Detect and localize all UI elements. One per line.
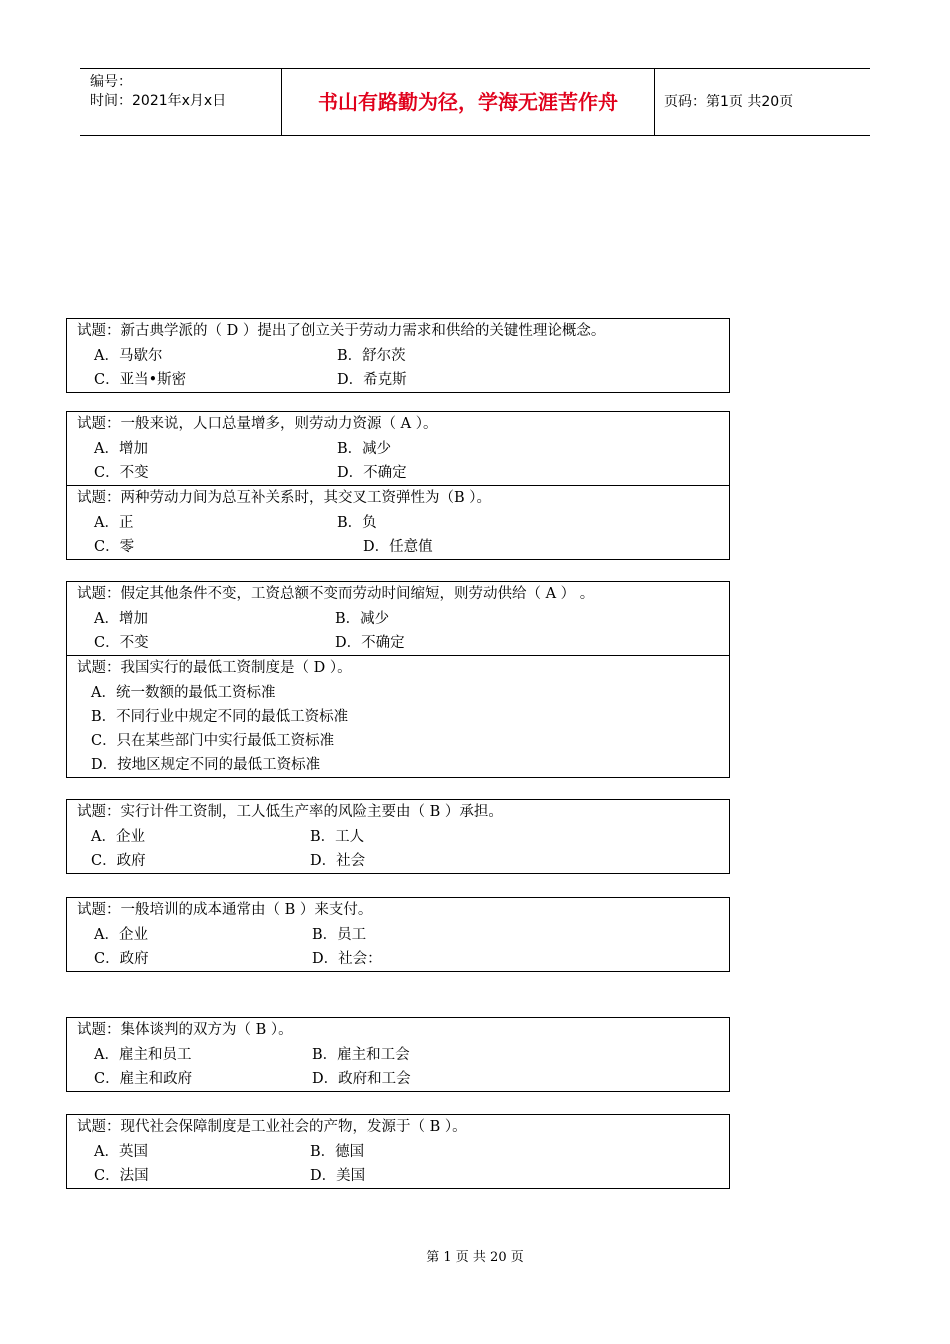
header-meta-cell: [80, 69, 282, 135]
question-stem: 试题：实行计件工资制，工人低生产率的风险主要由（ B ）承担。: [77, 804, 503, 820]
question-stem: 试题：两种劳动力间为总互补关系时，其交叉工资弹性为（B ）。: [77, 490, 492, 506]
question-block: [66, 411, 730, 560]
question-block: [66, 1017, 730, 1092]
option: A．企业: [94, 927, 148, 943]
question-block: [66, 318, 730, 393]
question-stem: 试题：新古典学派的（ D ）提出了创立关于劳动力需求和供给的关键性理论概念。: [77, 323, 606, 339]
question-block: [66, 581, 730, 778]
option: C．政府: [94, 951, 149, 967]
question: [67, 485, 729, 559]
question: [67, 582, 729, 655]
option-row: [77, 631, 723, 655]
option: A．统一数额的最低工资标准: [91, 685, 276, 701]
question: [67, 1115, 729, 1188]
option: A．增加: [94, 611, 148, 627]
option: B．不同行业中规定不同的最低工资标准: [91, 709, 349, 725]
question-stem: 试题：一般来说，人口总量增多，则劳动力资源（ A ）。: [77, 416, 438, 432]
question: [67, 1018, 729, 1091]
question: [67, 412, 729, 485]
option: B．工人: [310, 829, 365, 845]
header-number-label: 编号：: [90, 74, 132, 90]
question-block: [66, 897, 730, 972]
option: B．员工: [312, 927, 367, 943]
option: A．增加: [94, 441, 148, 457]
option: C．零: [94, 539, 135, 555]
question-block: [66, 1114, 730, 1189]
option: C．不变: [94, 465, 149, 481]
option-row: [77, 923, 723, 947]
question: [67, 898, 729, 971]
option: B．舒尔茨: [337, 348, 406, 364]
option: C．政府: [91, 853, 146, 869]
option: D．任意值: [363, 539, 433, 555]
question: [67, 800, 729, 873]
option-row: [77, 947, 723, 971]
option-row: [77, 511, 723, 535]
option: D．美国: [310, 1168, 366, 1184]
option: B．减少: [337, 441, 392, 457]
option: C．雇主和政府: [94, 1071, 193, 1087]
option: C．只在某些部门中实行最低工资标准: [91, 733, 335, 749]
option-row: [77, 344, 723, 368]
option: D．政府和工会: [312, 1071, 411, 1087]
option: B．减少: [335, 611, 390, 627]
option: C．不变: [94, 635, 149, 651]
option: D．不确定: [335, 635, 405, 651]
question: [67, 655, 729, 777]
option-row: [77, 535, 723, 559]
option: C．亚当•斯密: [94, 372, 187, 388]
option: A．雇主和员工: [94, 1047, 192, 1063]
option-row: [77, 705, 723, 729]
header-time-label: 时间：2021年x月x日: [90, 93, 227, 109]
option-row: [77, 681, 723, 705]
option: B．雇主和工会: [312, 1047, 410, 1063]
option-row: [77, 461, 723, 485]
option: A．正: [94, 515, 134, 531]
page-footer: 第 1 页 共 20 页: [426, 1250, 524, 1265]
option: A．企业: [91, 829, 145, 845]
option-row: [77, 1067, 723, 1091]
option: A．英国: [94, 1144, 148, 1160]
question: [67, 319, 729, 392]
option: C．法国: [94, 1168, 149, 1184]
question-stem: 试题：我国实行的最低工资制度是（ D ）。: [77, 660, 352, 676]
option: D．社会：: [312, 951, 382, 967]
option: B．德国: [310, 1144, 365, 1160]
option-row: [77, 1140, 723, 1164]
option-row: [77, 368, 723, 392]
page-header: [80, 68, 870, 136]
option: D．希克斯: [337, 372, 407, 388]
option-row: [77, 849, 723, 873]
option-row: [77, 1043, 723, 1067]
option-row: [77, 753, 723, 777]
option: D．不确定: [337, 465, 407, 481]
option-row: [77, 437, 723, 461]
option: A．马歇尔: [94, 348, 163, 364]
option-row: [77, 729, 723, 753]
option-row: [77, 825, 723, 849]
question-stem: 试题：现代社会保障制度是工业社会的产物，发源于（ B ）。: [77, 1119, 467, 1135]
question-stem: 试题：一般培训的成本通常由（ B ）来支付。: [77, 902, 373, 918]
option-row: [77, 607, 723, 631]
question-block: [66, 799, 730, 874]
option: D．按地区规定不同的最低工资标准: [91, 757, 321, 773]
question-stem: 试题：假定其他条件不变，工资总额不变而劳动时间缩短，则劳动供给（ A ） 。: [77, 586, 595, 602]
option: D．社会: [310, 853, 366, 869]
header-motto: 书山有路勤为径，学海无涯苦作舟: [282, 69, 655, 135]
option: B．负: [337, 515, 377, 531]
question-stem: 试题：集体谈判的双方为（ B ）。: [77, 1022, 293, 1038]
header-page-label: 页码：第1页 共20页: [664, 94, 794, 110]
option-row: [77, 1164, 723, 1188]
